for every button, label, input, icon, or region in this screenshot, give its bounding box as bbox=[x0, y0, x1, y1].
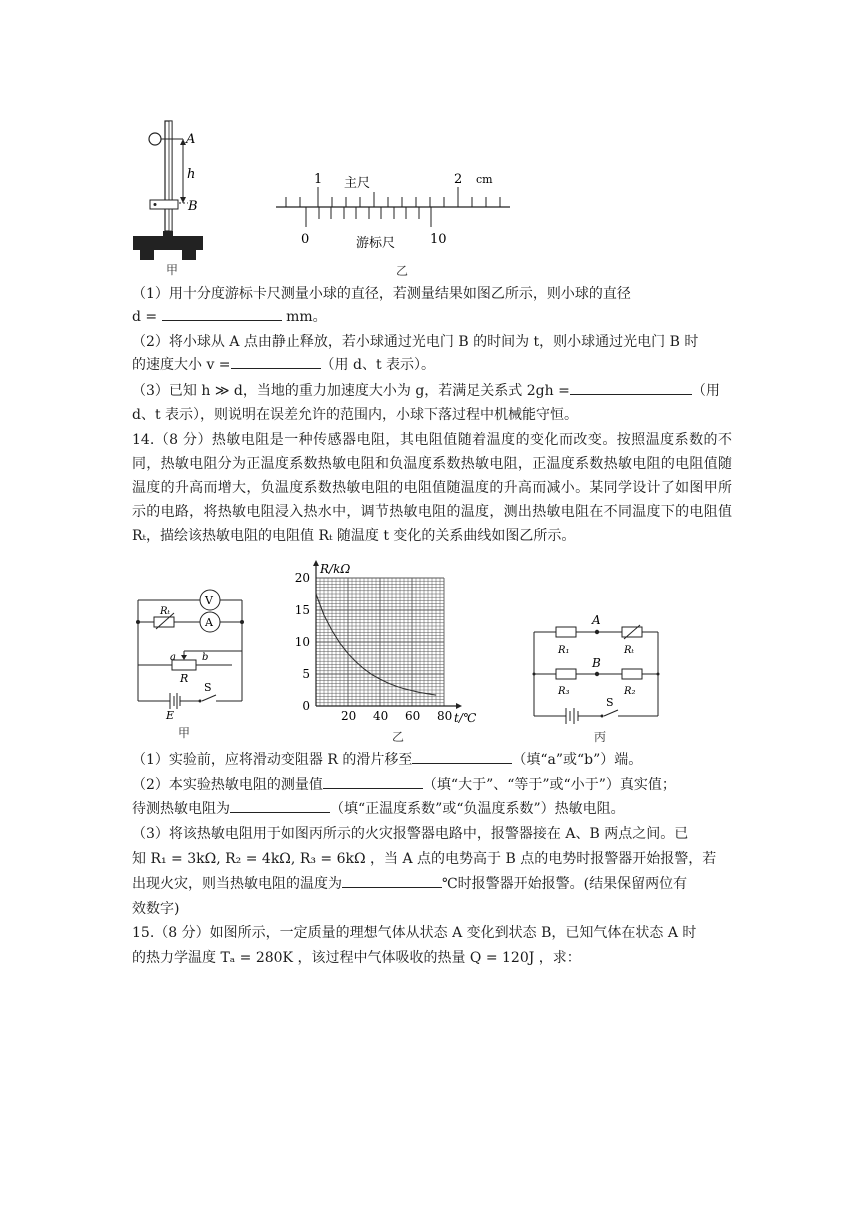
q14-part3a: （3）将该热敏电阻用于如图丙所示的火灾报警器电路中，报警器接在 A、B 两点之间。已 bbox=[132, 826, 689, 842]
q13-part2a: （2）将小球从 A 点由静止释放，若小球通过光电门 B 的时间为 t，则小球通过光电门 B 时 bbox=[132, 334, 699, 350]
caption-bing: 丙 bbox=[594, 730, 607, 744]
q14-part3b: 知 R₁ = 3kΩ, R₂ = 4kΩ, R₃ = 6kΩ ，当 A 点的电势高于 B 点的电势时报警器开始报警，若 bbox=[132, 851, 717, 867]
label-r3: R₃ bbox=[558, 686, 570, 697]
label-e: E bbox=[166, 709, 175, 722]
label-rt: Rₜ bbox=[160, 606, 170, 617]
ammeter-icon: A bbox=[205, 616, 213, 629]
x-tick-label: 20 bbox=[341, 709, 357, 723]
label-s: S bbox=[606, 696, 614, 709]
vernier-10: 10 bbox=[430, 232, 447, 247]
y-tick-label: 0 bbox=[302, 699, 310, 713]
q13-part1b: d = mm。 bbox=[132, 306, 327, 328]
figure-circuit-bing bbox=[528, 612, 664, 724]
q14-intro: 14.（8 分）热敏电阻是一种传感器电阻，其电阻值随着温度的变化而改变。按照温度系数的不同，热敏电阻分为正温度系数热敏电阻和负温度系数热敏电阻，正温度系数热敏电阻的电阻值随温度的升高而增大，负温度系数热敏电阻的电阻值随温度的升高而减小。某同学设计了如图甲所示的电路，将热敏电阻浸入热水中，调节热敏电阻的温度，测出热敏电阻在不同温度下的电阻值 Rₜ，描绘该热敏电阻的电阻值 Rₜ 随温度 t 变化的关系曲线如图乙所示。 bbox=[132, 432, 732, 544]
y-axis-arrow bbox=[313, 560, 319, 566]
x-tick-label: 40 bbox=[373, 709, 389, 723]
rt-chart bbox=[290, 560, 490, 730]
label-b: b bbox=[202, 652, 209, 663]
label-a: a bbox=[170, 652, 176, 663]
vernier-label: 游标尺 bbox=[356, 236, 396, 251]
answer-blank[interactable] bbox=[230, 798, 330, 813]
answer-blank[interactable] bbox=[323, 774, 423, 789]
y-tick-label: 20 bbox=[294, 571, 310, 585]
label-r: R bbox=[180, 672, 189, 685]
main-scale-1: 1 bbox=[314, 172, 323, 187]
point-a: A bbox=[592, 613, 601, 627]
q14-part2b: 待测热敏电阻为 （填“正温度系数”或“负温度系数”）热敏电阻。 bbox=[132, 798, 625, 820]
x-axis-label: t/℃ bbox=[454, 711, 477, 725]
main-scale-unit: cm bbox=[476, 173, 493, 186]
label-a: A bbox=[186, 132, 196, 147]
q13-part3b: d、t 表示），则说明在误差允许的范围内，小球下落过程中机械能守恒。 bbox=[132, 407, 579, 423]
figure-apparatus bbox=[130, 115, 220, 275]
answer-blank[interactable] bbox=[231, 354, 321, 369]
answer-blank[interactable] bbox=[570, 380, 692, 395]
q13-part3a: （3）已知 h ≫ d，当地的重力加速度大小为 g，若满足关系式 2gh = （用 bbox=[132, 380, 720, 402]
label-r1: R₁ bbox=[558, 645, 570, 656]
label-rt: Rₜ bbox=[624, 645, 634, 656]
q14-part2a: （2）本实验热敏电阻的测量值 （填“大于”、“等于”或“小于”）真实值； bbox=[132, 774, 676, 796]
vernier-scale-ticks bbox=[306, 207, 431, 227]
q13-part1a: （1）用十分度游标卡尺测量小球的直径，若测量结果如图乙所示，则小球的直径 bbox=[132, 286, 631, 302]
label-h: h bbox=[187, 167, 196, 182]
main-scale-2: 2 bbox=[454, 172, 463, 187]
figure-vernier bbox=[270, 165, 520, 255]
label-b: B bbox=[188, 199, 198, 214]
caption-yi-chart: 乙 bbox=[392, 730, 405, 744]
q14-part3c: 出现火灾，则当热敏电阻的温度为 ℃时报警器开始报警。(结果保留两位有 bbox=[132, 873, 687, 895]
answer-blank[interactable] bbox=[412, 749, 512, 764]
answer-blank[interactable] bbox=[342, 873, 442, 888]
y-tick-label: 10 bbox=[294, 635, 310, 649]
y-tick-label: 5 bbox=[302, 667, 310, 681]
label-r2: R₂ bbox=[624, 686, 636, 697]
y-tick-label: 15 bbox=[294, 603, 310, 617]
label-s: S bbox=[204, 681, 212, 694]
q14-part3d: 效数字) bbox=[132, 901, 180, 917]
x-tick-label: 80 bbox=[437, 709, 453, 723]
q15-line2: 的热力学温度 Tₐ = 280K ，该过程中气体吸收的热量 Q = 120J ，求： bbox=[132, 950, 581, 966]
main-scale-label: 主尺 bbox=[344, 176, 371, 191]
answer-blank[interactable] bbox=[162, 306, 282, 321]
x-axis-arrow bbox=[456, 703, 462, 709]
y-axis-label: R/kΩ bbox=[320, 562, 351, 576]
q13-part2b: 的速度大小 v = （用 d、t 表示）。 bbox=[132, 354, 435, 376]
main-scale-ticks bbox=[286, 187, 500, 207]
q14-part1: （1）实验前，应将滑动变阻器 R 的滑片移至 （填“a”或“b”）端。 bbox=[132, 749, 642, 771]
x-tick-label: 60 bbox=[405, 709, 421, 723]
chart-grid bbox=[316, 578, 444, 706]
caption-yi-top: 乙 bbox=[396, 264, 409, 278]
caption-jia-circuit: 甲 bbox=[178, 726, 191, 740]
q15-line1: 15.（8 分）如图所示，一定质量的理想气体从状态 A 变化到状态 B，已知气体在状态 A 时 bbox=[132, 925, 697, 941]
vernier-0: 0 bbox=[301, 232, 310, 247]
voltmeter-icon: V bbox=[205, 594, 213, 607]
point-b: B bbox=[592, 656, 601, 670]
figure-circuit-jia bbox=[132, 585, 252, 722]
caption-jia-top: 甲 bbox=[166, 263, 179, 277]
